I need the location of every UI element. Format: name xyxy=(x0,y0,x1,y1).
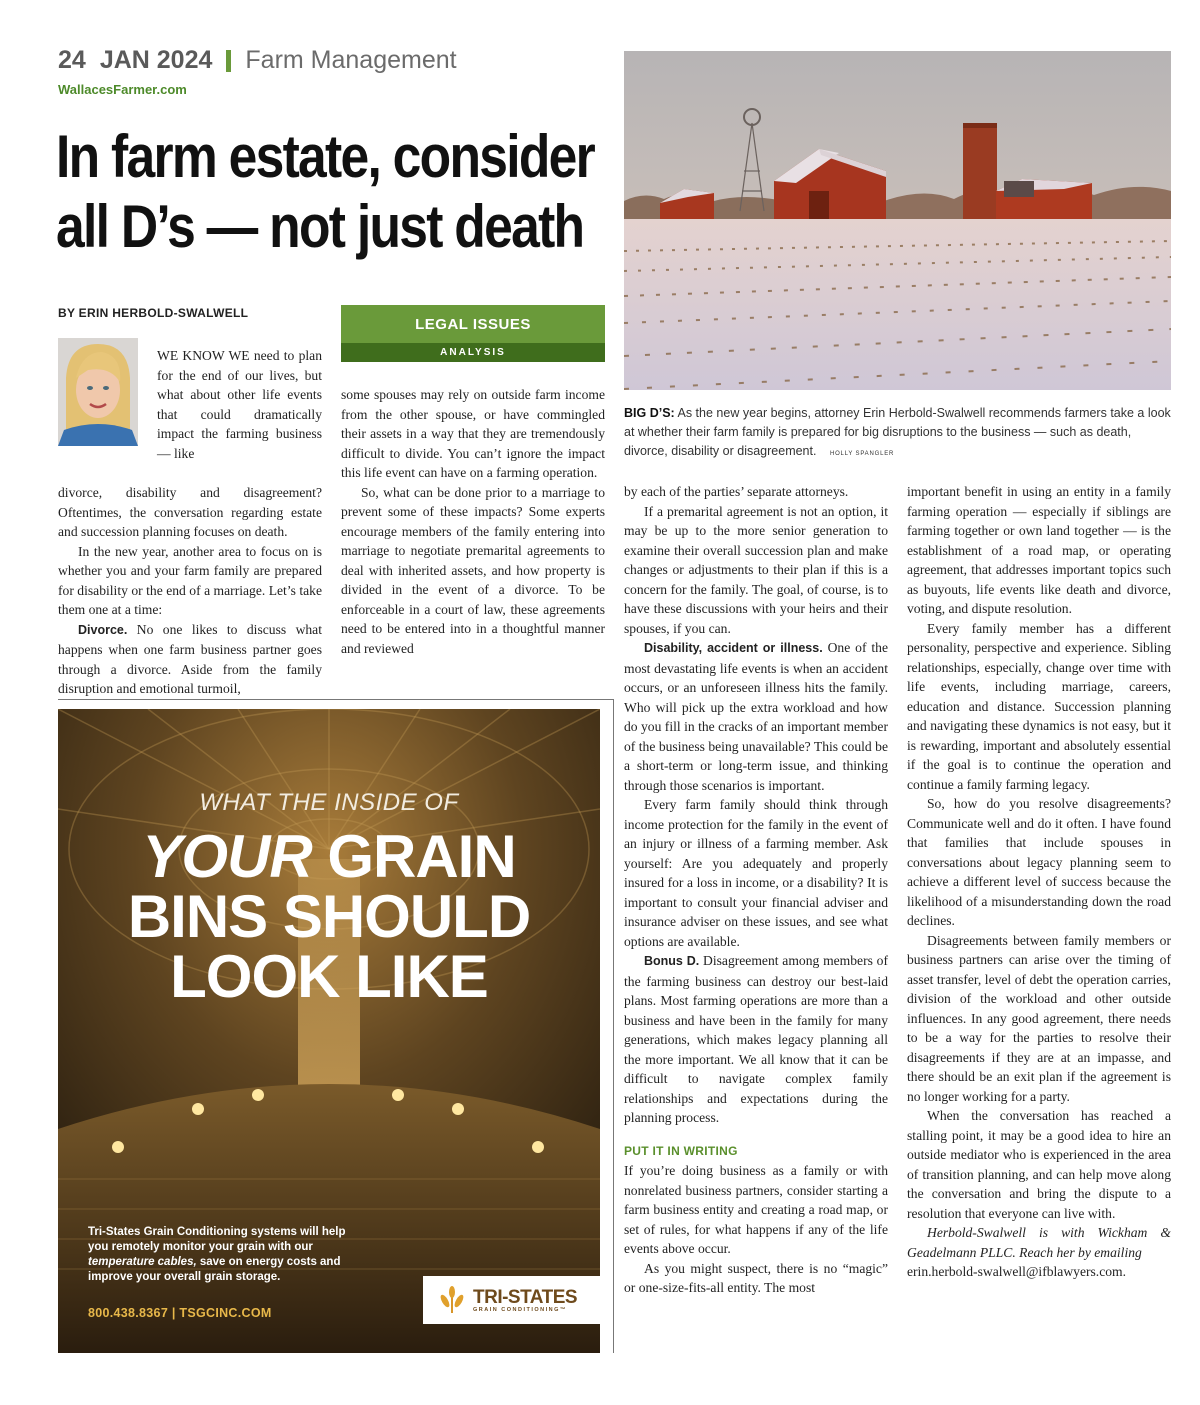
author-email[interactable]: erin.herbold-swalwell@ifblawyers.com. xyxy=(907,1264,1127,1279)
author-portrait-image xyxy=(58,338,138,446)
ad-headline-emphasis: YOUR xyxy=(142,823,312,890)
paragraph: If you’re doing business as a family or with nonrelated business partners, consider starting a farm business entity and creating a road map, or set of rules, for what happens if any of the life events above occur. xyxy=(624,1163,888,1256)
ad-border-right xyxy=(613,699,614,1353)
subhead: PUT IT IN WRITING xyxy=(624,1143,738,1158)
author-bio: Herbold-Swalwell is with Wickham & Geadelmann PLLC. Reach her by emailing xyxy=(907,1225,1171,1260)
site-url[interactable]: WallacesFarmer.com xyxy=(58,82,187,97)
farm-scene-image xyxy=(624,51,1171,390)
advertisement[interactable] xyxy=(58,709,600,1353)
paragraph: When the conversation has reached a stalling point, it may be a good idea to hire an outside mediator who is experienced in the area of transition planning, and can help move along the conversation and bring the dispute to a resolution that everyone can live with. xyxy=(907,1108,1171,1221)
headline-line-1: In farm estate, consider xyxy=(56,123,594,190)
paragraph-text: One of the most devastating life events is when an accident occurs, or an unforeseen illness hits the family. Who will pick up the extra workload and how do you fill in the cracks of an important member of the business being unavailable? This could be a short-term or long-term issue, and thinking through those scenarios is important. xyxy=(624,640,888,793)
paragraph xyxy=(624,951,888,1128)
paragraph-text: Disagreement among members of the farming business can destroy our best-laid plans. Most farming operations are more than a business and have been in the family for many generations, which makes legacy planning all the more important. We all know that it can be difficult to navigate complex family relationships and expectations during the planning process. xyxy=(624,953,888,1125)
farm-photo xyxy=(624,51,1171,390)
ad-body-text: save on energy costs and improve your overall grain storage. xyxy=(88,1256,341,1283)
category-label xyxy=(341,305,605,362)
ad-headline-line-3: LOOK LIKE xyxy=(170,943,488,1010)
caption-text: As the new year begins, attorney Erin Herbold-Swalwell recommends farmers take a look at whether their farm family is prepared for big disruptions to the business — such as death, divorce, disability or disagreement. xyxy=(624,406,1171,458)
paragraph: So, how do you resolve disagreements? Communicate well and do it often. I have found that families that include spouses in conversations about legacy planning seem to achieve a different level of success because the likelihood of a misunderstanding down the road declines. xyxy=(907,796,1171,928)
issue-date: JAN 2024 xyxy=(99,46,213,74)
run-in-head: Disability, accident or illness. xyxy=(644,641,823,655)
ad-body-emphasis: temperature cables, xyxy=(88,1256,197,1268)
paragraph: some spouses may rely on outside farm income from the other spouse, or have commingled their assets in a way that they are tremendously difficult to divide. You can’t ignore the impact this life event can have on a farming operation. xyxy=(341,387,605,480)
ad-contact[interactable]: 800.438.8367 | TSGCINC.COM xyxy=(88,1306,272,1320)
page-number: 24 xyxy=(58,46,86,74)
article-column-1 xyxy=(58,483,322,699)
headline-line-2: all D’s — not just death xyxy=(56,193,584,260)
category-subtitle: ANALYSIS xyxy=(341,343,605,362)
paragraph xyxy=(58,620,322,699)
ad-headline-line-2: BINS SHOULD xyxy=(127,883,531,950)
brand-tagline: GRAIN CONDITIONING™ xyxy=(473,1306,567,1313)
run-in-head: Bonus D. xyxy=(644,954,700,968)
paragraph: Disagreements between family members or business partners can arise over the timing of asset transfer, level of debt the operation carries, division of the workload and other outside influences. In any good agreement, there needs to be a way for the parties to resolve their disagreements if they are at an impasse, and there should be an exit plan if the agreement is no longer working for a party. xyxy=(907,932,1171,1104)
ad-body-copy xyxy=(88,1225,348,1285)
brand-name: TRI-STATES xyxy=(473,1286,578,1308)
paragraph: As you might suspect, there is no “magic” or one-size-fits-all entity. The most xyxy=(624,1260,888,1295)
article-lede: WE KNOW WE need to plan for the end of our lives, but what about other life events that could dramatically impact the farming business — like xyxy=(157,348,322,461)
ad-headline xyxy=(58,823,600,1010)
paragraph: by each of the parties’ separate attorneys. xyxy=(624,484,849,499)
paragraph: In the new year, another area to focus on is whether you and your farm family are prepared for disability or the end of a marriage. Let’s take them one at a time: xyxy=(58,543,322,617)
paragraph: Every family member has a different personality, perspective and experience. Sibling relationships, especially, change over time with life events, including marriage, careers, education and distance. Succession planning and navigating these dynamics is not easy, but it is rewarding, important and absolutely essential if the goal is to continue the operation and continue a family farming legacy. xyxy=(907,620,1171,792)
article-column-3 xyxy=(624,482,888,1298)
ad-headline-word: GRAIN xyxy=(327,823,516,890)
article-column-1-top xyxy=(157,346,322,463)
article-column-4 xyxy=(907,482,1171,1282)
tri-states-logo[interactable] xyxy=(423,1276,600,1324)
category-title: LEGAL ISSUES xyxy=(341,305,605,343)
folio-divider xyxy=(226,50,231,72)
run-in-head: Divorce. xyxy=(78,622,128,637)
wheat-icon xyxy=(437,1285,467,1315)
paragraph-text: No one likes to discuss what happens when one farm business partner goes through a divorce. Aside from the family disruption and emotional turmoil, xyxy=(58,621,322,696)
ad-border-top xyxy=(58,699,613,700)
photo-credit: HOLLY SPANGLER xyxy=(829,451,895,457)
paragraph: divorce, disability and disagreement? Oftentimes, the conversation regarding estate and succession planning focuses on death. xyxy=(58,485,322,539)
paragraph: important benefit in using an entity in a family farming operation — especially if siblings are farming together or own land together — is the establishment of a road map, or operating agreement, that addresses important topics such as buyouts, life events like death and divorce, voting, and dispute resolution. xyxy=(907,484,1171,616)
paragraph xyxy=(624,638,888,795)
byline: BY ERIN HERBOLD-SWALWELL xyxy=(58,306,249,320)
ad-kicker: WHAT THE INSIDE OF xyxy=(199,789,459,816)
caption-lead: BIG D’S: xyxy=(624,406,675,420)
photo-caption xyxy=(624,404,1172,464)
author-photo xyxy=(58,338,138,446)
paragraph: Every farm family should think through income protection for the family in the event of an injury or illness of a farming member. Ask yourself: Are you adequately and properly insured for a loss in income, or a disability? It is important to consult your financial adviser and insurance adviser on these issues, and see what options are available. xyxy=(624,797,888,949)
section-name: Farm Management xyxy=(245,46,457,74)
ad-body-text: Tri-States Grain Conditioning systems will help you remotely monitor your grain with our xyxy=(88,1226,346,1253)
folio xyxy=(58,46,457,75)
headline xyxy=(56,122,594,262)
paragraph: If a premarital agreement is not an option, it may be up to the more senior generation to examine their overall succession plan and make changes or adjustments to their plan if this is a concern for the family. The goal, of course, is to have these discussions with your heirs and their spouses, if you can. xyxy=(624,503,888,636)
paragraph: So, what can be done prior to a marriage to prevent some of these impacts? Some experts encourage members of the family entering into marriage to negotiate premarital agreements to deal with inherited assets, and how property is divided in the event of a divorce. To be enforceable in a court of law, these agreements need to be entered into in a thoughtful manner and reviewed xyxy=(341,484,605,656)
article-column-2 xyxy=(341,385,605,658)
